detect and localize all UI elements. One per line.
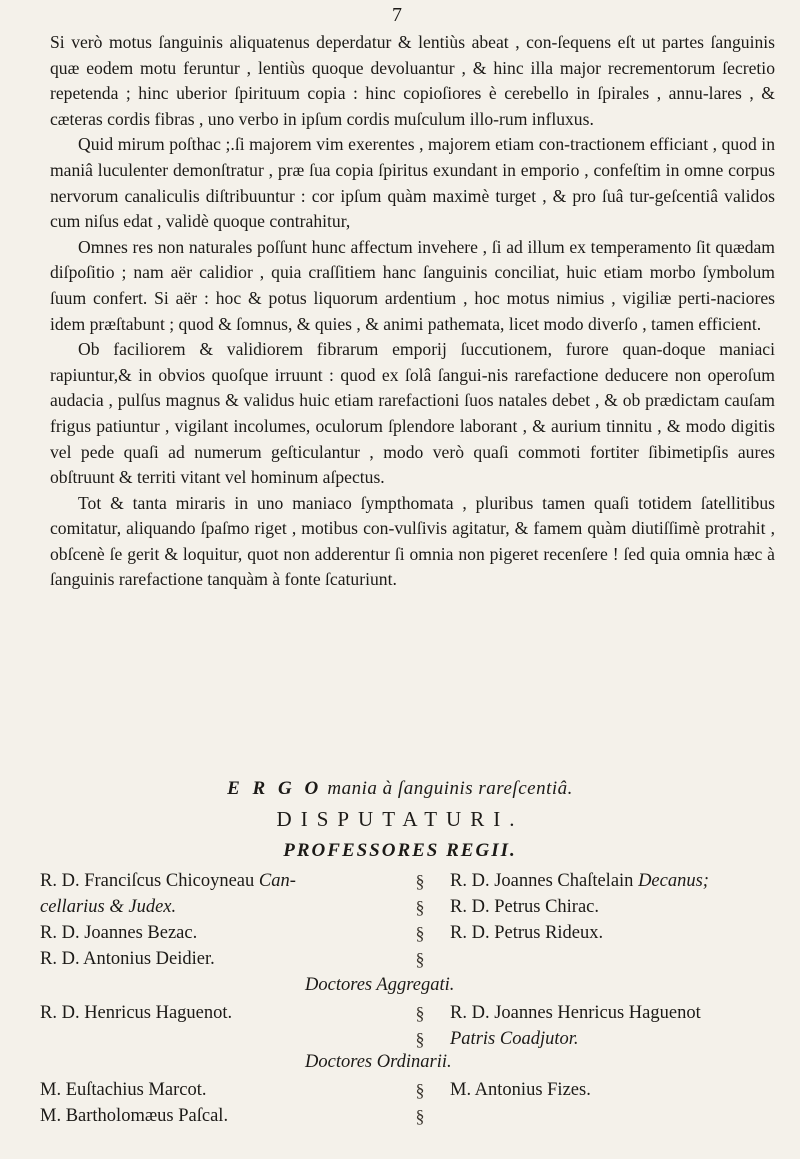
aggregati-left-column [40, 1000, 400, 1026]
paragraph-5: Tot & tanta miraris in uno maniaco ſympthomata , pluribus tamen quaſi totidem ſatellitibus comitatur, aliquando ſpaſmo riget , motibus con-vulſivis agitatur, & famem quàm diutiſſimè protrahit , obſcenè ſe gerit & loquitur, quot non adderentur ſi omnia non pigeret recenſere ! ſed quia omnia hæc à ſanguinis rarefactione tanquàm à fonte ſcaturiunt. [50, 492, 775, 590]
professores-right-column [450, 868, 790, 946]
professor-name: R. D. Antonius Deidier. [40, 949, 215, 969]
decanus-title: Decanus; [638, 871, 709, 891]
doctor-name: M. Euſtachius Marcot. [40, 1080, 207, 1100]
professores-heading: PROFESSORES REGII. [283, 840, 517, 861]
paragraph-2: Quid mirum poſthac ;.ſi majorem vim exerentes , majorem etiam con-tractionem efficiant , quod in maniâ luculenter demonſtratur , præ ſua copia ſpiritus exundant in emporio , confeſtim in omne corpus nervorum canaliculis diſtribuuntur : cor ipſum quàm maximè turget , & pro ſuâ tur-geſcentiâ validos cum niſus edat , validè quoque contrahitur, [50, 134, 775, 232]
ornament-divider: § § § § [415, 871, 425, 969]
professor-title-prefix: Can- [258, 871, 296, 891]
doctor-name: R. D. Henricus Haguenot. [40, 1003, 233, 1023]
ordinarii-right-column [450, 1077, 790, 1103]
ornament-divider: § § [415, 1003, 425, 1049]
ergo-rest: mania à ſanguinis rareſcentiâ. [327, 778, 573, 799]
page-number: 7 [392, 4, 402, 26]
ornament-divider: § § [415, 1080, 425, 1126]
professores-left-column [40, 868, 400, 972]
paragraph-3: Omnes res non naturales poſſunt hunc affectum invehere , ſi ad illum ex temperamento ſit quædam diſpoſitio ; nam aër calidior , quia craſſitiem hanc ſanguinis conciliat, huic etiam morbo ſymbolum ſuum confert. Si aër : hoc & potus liquorum ardentium , hoc motus nimius , vigiliæ perti-naciores idem præſtabunt ; quod & ſomnus, & quies , & animi pathemata, licet modo diverſo , tamen efficient. [50, 236, 775, 334]
aggregati-heading: Doctores Aggregati. [305, 975, 455, 995]
professor-name: R. D. Petrus Rideux. [450, 923, 604, 943]
professor-title: cellarius & Judex. [40, 897, 177, 917]
doctor-name: M. Antonius Fizes. [450, 1080, 591, 1100]
ordinarii-left-column [40, 1077, 400, 1129]
doctor-title: Patris Coadjutor. [450, 1029, 579, 1049]
conclusion-line [0, 778, 800, 800]
professor-name: R. D. Joannes Bezac. [40, 923, 198, 943]
professor-name: R. D. Franciſcus Chicoyneau [40, 871, 255, 891]
aggregati-right-column [450, 1000, 790, 1052]
doctor-name: R. D. Joannes Henricus Haguenot [450, 1003, 701, 1023]
paragraph-1: Si verò motus ſanguinis aliquatenus deperdatur & lentiùs abeat , con-ſequens eſt ut partes ſanguinis quæ eodem motu feruntur , lentiùs quoque devoluantur , & hinc illa major recrementorum ſecretio repetenda ; hinc uberior ſpirituum copia : hinc copioſiores è cerebello in ſpirales , annu-lares , & cæteras cordis fibras , uno verbo in ipſum cordis muſculum illo-rum influxus. [50, 32, 775, 129]
disputaturi-heading: DISPUTATURI. [276, 807, 524, 831]
body-text [50, 30, 775, 593]
professor-name: R. D. Joannes Chaſtelain [450, 871, 634, 891]
ergo-lead: E R G O [227, 778, 323, 799]
professor-name: R. D. Petrus Chirac. [450, 897, 600, 917]
paragraph-4: Ob faciliorem & validiorem fibrarum emporij ſuccutionem, furore quan-doque maniaci rapiuntur,& in obvios quoſque irruunt : quod ex ſolâ ſangui-nis rarefactione deducere non operoſum audacia , pulſus magnus & validus huic etiam rarefactioni ſuos natales debet , & ob prædictam cauſam frigus patiuntur , vigilant incolumes, oculorum ſplendore laborant , & aurium tinnitu , & modo digitis vel pede quaſi ad numerum geſticulantur , modo verò quaſi commoti fortiter ſibimetipſis aures obſtruunt & territi vitant vel hominum aſpectus. [50, 339, 775, 488]
ordinarii-heading: Doctores Ordinarii. [305, 1052, 452, 1072]
doctor-name: M. Bartholomæus Paſcal. [40, 1106, 229, 1126]
